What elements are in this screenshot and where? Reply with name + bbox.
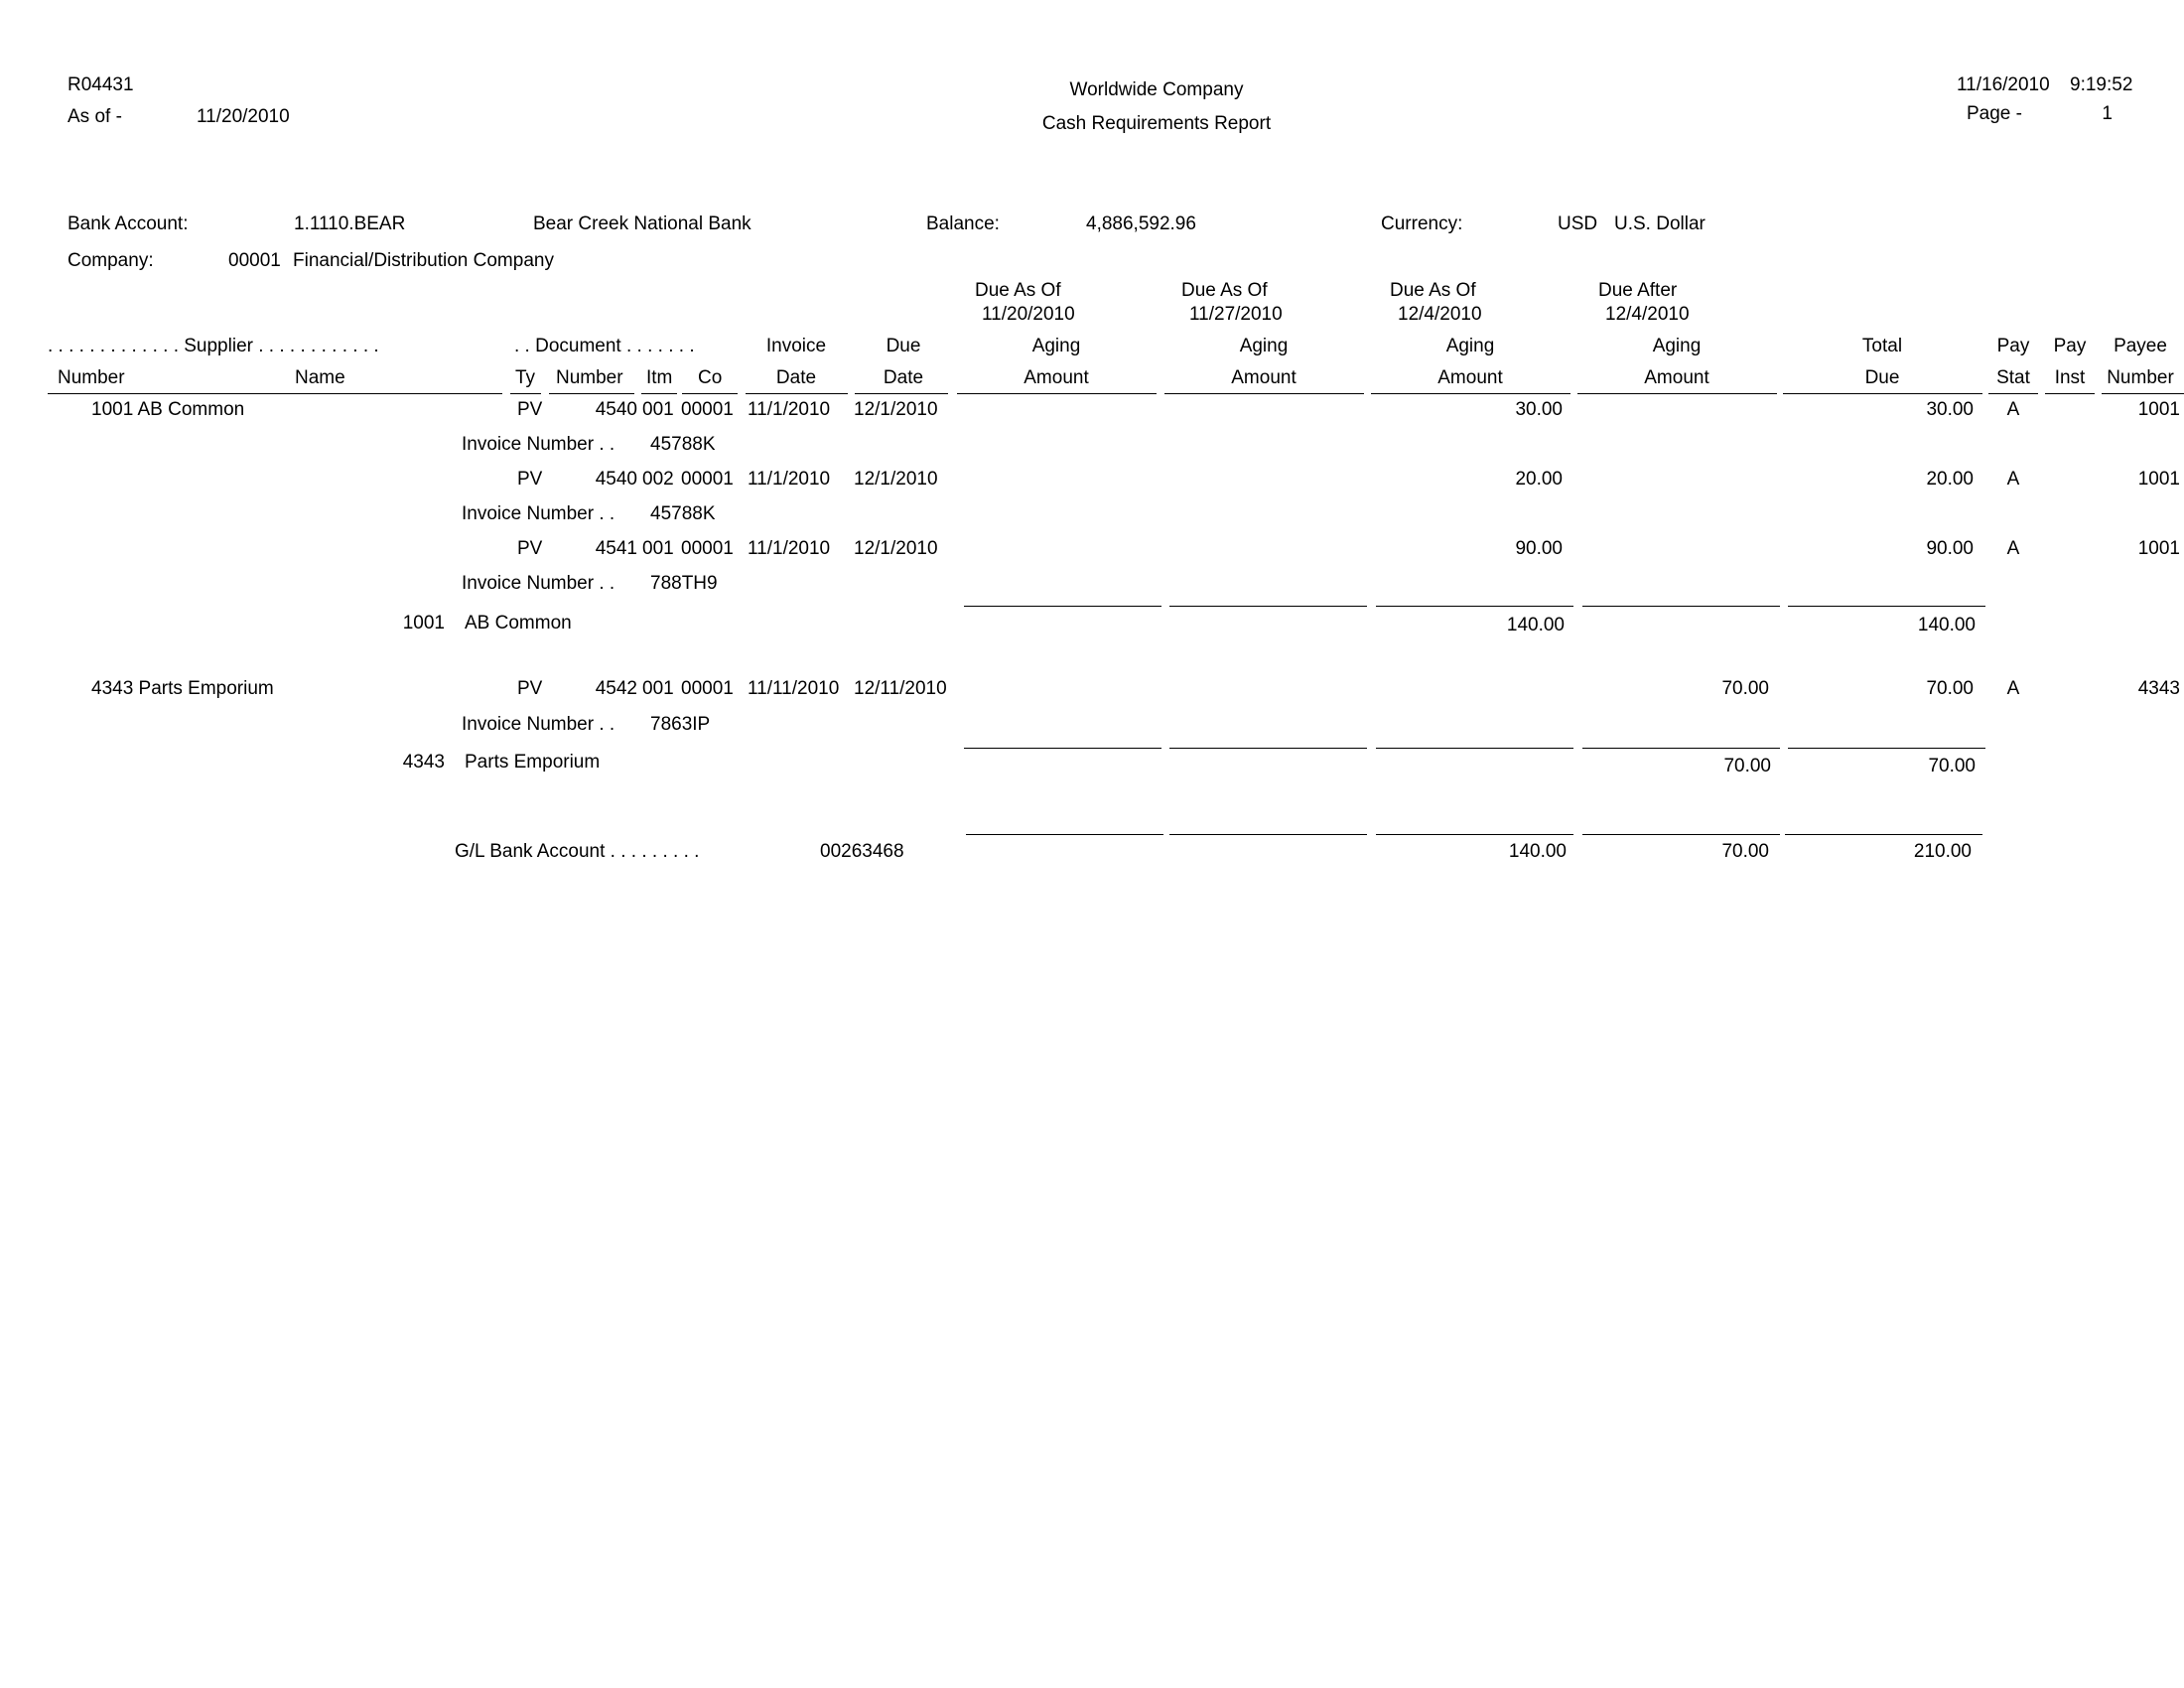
subtotal-rule-aging-1	[964, 606, 1161, 607]
due-date-header: Date	[883, 367, 924, 388]
invoice-number-label: Invoice Number . .	[462, 434, 615, 455]
aging-header-3: Aging	[1445, 336, 1495, 356]
invoice-number: 7863IP	[650, 714, 711, 735]
supplier-name-header: Name	[295, 367, 345, 388]
payee-number: 1001	[2137, 538, 2180, 559]
currency-label: Currency:	[1381, 213, 1463, 234]
doc-item: 001	[642, 678, 674, 699]
invoice-header: Invoice	[765, 336, 827, 356]
doc-type-header: Ty	[515, 367, 536, 388]
invoice-date: 11/1/2010	[748, 399, 831, 420]
aging-header-1: Aging	[1031, 336, 1081, 356]
currency-code: USD	[1558, 213, 1598, 234]
pay-status: A	[2006, 399, 2020, 420]
company-full-name: Financial/Distribution Company	[293, 250, 554, 271]
pay-inst-header: Pay	[2053, 336, 2087, 356]
invoice-number: 45788K	[650, 434, 716, 455]
due-head-2-line1: Due As Of	[1181, 280, 1268, 301]
subtotal-supplier-name: AB Common	[465, 613, 572, 633]
invoice-number: 45788K	[650, 503, 716, 524]
subtotal-rule-aging-3	[1376, 748, 1573, 749]
header-underline-itm	[641, 393, 677, 394]
doc-company-header: Co	[698, 367, 723, 388]
grand-total-aging-amount-4: 70.00	[1721, 841, 1769, 862]
doc-company: 00001	[681, 678, 734, 699]
pay-status: A	[2006, 469, 2020, 490]
subtotal-supplier-number: 4343	[402, 752, 445, 773]
header-underline-aging-4	[1577, 393, 1777, 394]
doc-number-header: Number	[556, 367, 623, 388]
payee-number-header: Number	[2107, 367, 2174, 388]
doc-number: 4542	[595, 678, 637, 699]
subtotal-aging-amount-4: 70.00	[1723, 756, 1771, 776]
supplier-label: 1001 AB Common	[91, 399, 245, 420]
pay-stat-header-2: Stat	[1996, 367, 2030, 388]
grand-total-rule-aging-4	[1582, 834, 1780, 835]
subtotal-total-due: 70.00	[1928, 756, 1976, 776]
invoice-number-label: Invoice Number . .	[462, 503, 615, 524]
aging-amount-3: 20.00	[1515, 469, 1563, 490]
aging-amount-3: 90.00	[1515, 538, 1563, 559]
payee-number: 1001	[2137, 469, 2180, 490]
aging-amount-3: 30.00	[1515, 399, 1563, 420]
print-date: 11/16/2010	[1957, 74, 2050, 95]
due-head-1-line2: 11/20/2010	[982, 304, 1075, 325]
invoice-number-label: Invoice Number . .	[462, 573, 615, 594]
subtotal-rule-aging-4	[1582, 606, 1780, 607]
amount-header-4: Amount	[1644, 367, 1709, 388]
due-date: 12/11/2010	[854, 678, 947, 699]
grand-total-total-due: 210.00	[1913, 841, 1972, 862]
subtotal-aging-amount-3: 140.00	[1506, 615, 1565, 635]
page-number: 1	[2102, 103, 2113, 124]
aging-amount-4: 70.00	[1721, 678, 1769, 699]
header-underline-supplier	[48, 393, 502, 394]
amount-header-2: Amount	[1231, 367, 1297, 388]
doc-company: 00001	[681, 469, 734, 490]
amount-header-3: Amount	[1437, 367, 1503, 388]
header-underline-ty	[510, 393, 541, 394]
doc-company: 00001	[681, 399, 734, 420]
due-head-2-line2: 11/27/2010	[1189, 304, 1283, 325]
total-due: 30.00	[1926, 399, 1974, 420]
header-underline-pay-stat	[1988, 393, 2038, 394]
document-group-header: . . Document . . . . . . .	[514, 336, 695, 356]
due-head-1-line1: Due As Of	[975, 280, 1061, 301]
company-label: Company:	[68, 250, 154, 271]
subtotal-supplier-number: 1001	[402, 613, 445, 633]
pay-inst-header-2: Inst	[2054, 367, 2086, 388]
subtotal-rule-total	[1788, 606, 1985, 607]
doc-number: 4540	[595, 469, 637, 490]
grand-total-aging-amount-3: 140.00	[1508, 841, 1567, 862]
due-head-3-line2: 12/4/2010	[1398, 304, 1482, 325]
grand-total-rule-aging-2	[1169, 834, 1367, 835]
payee-number: 4343	[2137, 678, 2180, 699]
pay-status: A	[2006, 538, 2020, 559]
invoice-number-label: Invoice Number . .	[462, 714, 615, 735]
doc-item-header: Itm	[646, 367, 673, 388]
due-head-3-line1: Due As Of	[1390, 280, 1476, 301]
supplier-label: 4343 Parts Emporium	[91, 678, 274, 699]
grand-total-rule-total	[1785, 834, 1982, 835]
total-due: 90.00	[1926, 538, 1974, 559]
report-title: Cash Requirements Report	[1041, 113, 1272, 134]
doc-type: PV	[517, 678, 543, 699]
doc-type: PV	[517, 538, 543, 559]
payee-header: Payee	[2114, 336, 2167, 356]
balance-value: 4,886,592.96	[1086, 213, 1196, 234]
due-date: 12/1/2010	[854, 538, 938, 559]
aging-header-4: Aging	[1652, 336, 1702, 356]
due-head-4-line2: 12/4/2010	[1605, 304, 1690, 325]
company-name: Worldwide Company	[1069, 79, 1244, 100]
doc-type: PV	[517, 399, 543, 420]
invoice-number: 788TH9	[650, 573, 718, 594]
header-underline-co	[682, 393, 738, 394]
doc-company: 00001	[681, 538, 734, 559]
doc-item: 001	[642, 538, 674, 559]
balance-label: Balance:	[926, 213, 1000, 234]
currency-name: U.S. Dollar	[1614, 213, 1706, 234]
as-of-date: 11/20/2010	[197, 106, 290, 127]
header-underline-aging-1	[957, 393, 1157, 394]
invoice-date: 11/1/2010	[748, 469, 831, 490]
due-head-4-line1: Due After	[1598, 280, 1678, 301]
grand-total-label: G/L Bank Account . . . . . . . . .	[455, 841, 700, 862]
pay-stat-header: Pay	[1996, 336, 2030, 356]
header-underline-due-date	[855, 393, 948, 394]
subtotal-rule-aging-2	[1169, 748, 1367, 749]
supplier-group-header: . . . . . . . . . . . . . Supplier . . . . . . . . . . . .	[48, 336, 379, 356]
due-header: Due	[886, 336, 921, 356]
header-underline-pay-inst	[2045, 393, 2095, 394]
invoice-date-header: Date	[775, 367, 817, 388]
amount-header-1: Amount	[1024, 367, 1089, 388]
header-underline-aging-2	[1164, 393, 1364, 394]
doc-number: 4540	[595, 399, 637, 420]
header-underline-payee	[2102, 393, 2184, 394]
invoice-date: 11/11/2010	[748, 678, 840, 699]
report-id: R04431	[68, 74, 134, 95]
aging-header-2: Aging	[1239, 336, 1289, 356]
subtotal-rule-aging-4	[1582, 748, 1780, 749]
grand-total-rule-aging-3	[1376, 834, 1573, 835]
header-underline-total	[1783, 393, 1982, 394]
header-underline-doc-number	[549, 393, 634, 394]
doc-item: 001	[642, 399, 674, 420]
subtotal-total-due: 140.00	[1917, 615, 1976, 635]
company-code: 00001	[228, 250, 281, 271]
payee-number: 1001	[2137, 399, 2180, 420]
doc-item: 002	[642, 469, 674, 490]
doc-number: 4541	[595, 538, 637, 559]
total-due: 70.00	[1926, 678, 1974, 699]
doc-type: PV	[517, 469, 543, 490]
as-of-label: As of -	[68, 106, 122, 127]
subtotal-supplier-name: Parts Emporium	[465, 752, 601, 773]
total-due-header: Due	[1864, 367, 1900, 388]
grand-total-rule-aging-1	[966, 834, 1163, 835]
print-time: 9:19:52	[2070, 74, 2133, 95]
subtotal-rule-aging-3	[1376, 606, 1573, 607]
bank-account-label: Bank Account:	[68, 213, 189, 234]
total-due: 20.00	[1926, 469, 1974, 490]
page-label: Page -	[1967, 103, 2022, 124]
header-underline-invoice-date	[746, 393, 848, 394]
header-underline-aging-3	[1371, 393, 1570, 394]
subtotal-rule-aging-2	[1169, 606, 1367, 607]
supplier-number-header: Number	[58, 367, 125, 388]
subtotal-rule-aging-1	[964, 748, 1161, 749]
pay-status: A	[2006, 678, 2020, 699]
bank-name: Bear Creek National Bank	[533, 213, 751, 234]
subtotal-rule-total	[1788, 748, 1985, 749]
due-date: 12/1/2010	[854, 469, 938, 490]
invoice-date: 11/1/2010	[748, 538, 831, 559]
due-date: 12/1/2010	[854, 399, 938, 420]
grand-total-account: 00263468	[820, 841, 904, 862]
bank-account-value: 1.1110.BEAR	[294, 213, 406, 234]
total-header: Total	[1861, 336, 1903, 356]
